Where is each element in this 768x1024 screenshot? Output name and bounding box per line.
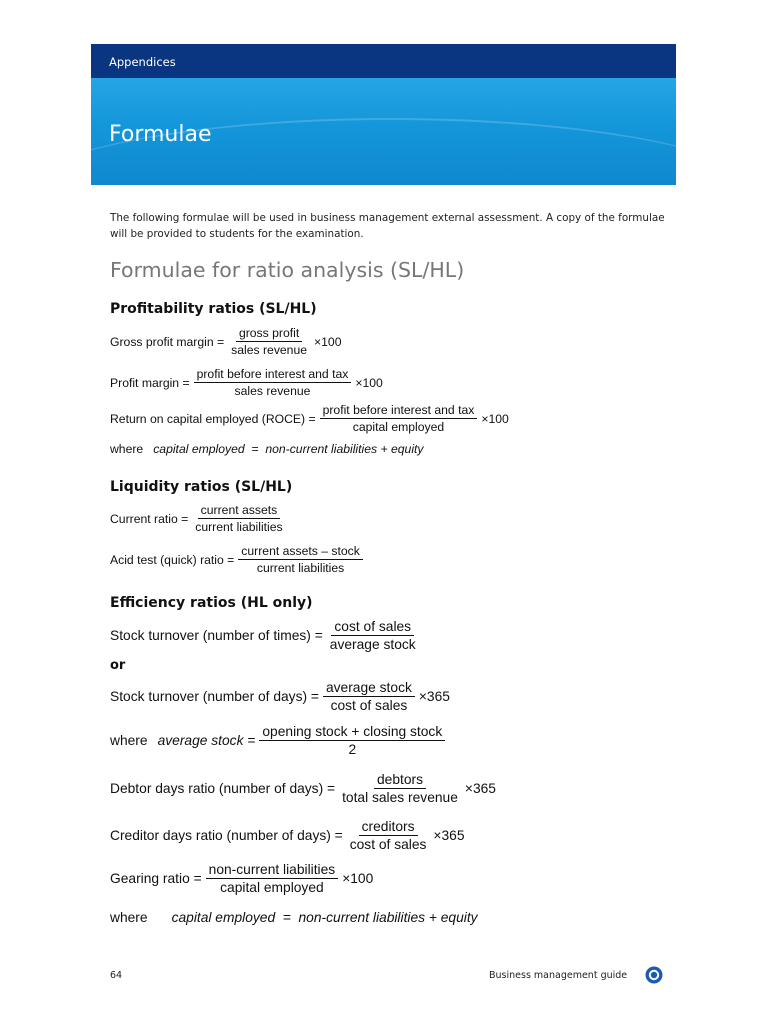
numerator: average stock — [323, 680, 415, 697]
profitability-heading: Profitability ratios (SL/HL) — [110, 301, 317, 317]
fraction — [259, 724, 445, 757]
formula-label: Acid test (quick) ratio = — [110, 552, 235, 567]
formula-label: Debtor days ratio (number of days) = — [110, 781, 336, 796]
roce-formula — [110, 403, 509, 434]
fraction — [323, 680, 415, 713]
denominator: capital employed — [220, 880, 324, 895]
denominator: cost of sales — [330, 698, 408, 713]
multiplier: ×100 — [342, 871, 374, 886]
section-bar — [91, 44, 676, 78]
multiplier: ×365 — [464, 781, 496, 796]
definition-expression: capital employed = non-current liabilities + equity — [153, 442, 424, 456]
stock-turnover-times-formula — [110, 619, 423, 652]
page-title: Formulae — [109, 122, 212, 147]
formula-label: Gearing ratio = — [110, 871, 202, 886]
formula-label: Stock turnover (number of days) = — [110, 689, 319, 704]
denominator: current liabilities — [256, 561, 345, 575]
numerator: debtors — [374, 772, 426, 789]
main-heading: Formulae for ratio analysis (SL/HL) — [110, 258, 465, 282]
multiplier: ×100 — [314, 334, 342, 349]
intro-text: The following formulae will be used in business management external assessment. A copy of the formulae will be provided to students for the examination. — [110, 212, 665, 240]
definition-label: average stock = — [157, 733, 256, 748]
numerator: current assets — [198, 503, 281, 519]
denominator: sales revenue — [231, 343, 308, 357]
numerator: profit before interest and tax — [320, 403, 478, 419]
multiplier: ×100 — [481, 411, 509, 426]
where-word: where — [110, 733, 148, 748]
multiplier: ×365 — [418, 689, 450, 704]
multiplier: ×100 — [355, 375, 383, 390]
fraction — [238, 544, 363, 575]
gearing-ratio-formula — [110, 862, 373, 895]
section-label: Appendices — [109, 55, 176, 69]
capital-employed-definition — [110, 442, 424, 456]
numerator: current assets – stock — [238, 544, 363, 560]
numerator: cost of sales — [331, 619, 414, 636]
fraction — [320, 403, 478, 434]
current-ratio-formula — [110, 503, 290, 534]
fraction — [194, 367, 352, 398]
formula-label: Profit margin = — [110, 375, 190, 390]
where-word: where — [110, 442, 144, 456]
numerator: profit before interest and tax — [194, 367, 352, 383]
denominator: 2 — [348, 742, 357, 757]
definition-expression: capital employed = non-current liabilities + equity — [171, 910, 478, 925]
denominator: sales revenue — [234, 384, 311, 398]
fraction — [327, 619, 419, 652]
or-connector: or — [110, 658, 126, 673]
profit-margin-formula — [110, 367, 383, 398]
capital-employed-definition-2 — [110, 910, 478, 925]
formula-label: Creditor days ratio (number of days) = — [110, 828, 343, 843]
guide-title: Business management guide — [489, 970, 628, 981]
gross-profit-margin-formula — [110, 326, 341, 357]
fraction — [228, 326, 310, 357]
where-word: where — [110, 910, 148, 925]
numerator: gross profit — [236, 326, 302, 342]
average-stock-definition — [110, 724, 449, 757]
numerator: non-current liabilities — [206, 862, 339, 879]
formula-label: Stock turnover (number of times) = — [110, 628, 323, 643]
numerator: opening stock + closing stock — [259, 724, 445, 741]
denominator: capital employed — [352, 420, 445, 434]
liquidity-heading: Liquidity ratios (SL/HL) — [110, 479, 293, 495]
debtor-days-formula — [110, 772, 496, 805]
denominator: current liabilities — [195, 520, 283, 534]
numerator: creditors — [359, 819, 418, 836]
denominator: cost of sales — [349, 837, 427, 852]
page-number: 64 — [110, 970, 123, 981]
ib-logo-icon — [645, 966, 663, 984]
fraction — [339, 772, 461, 805]
multiplier: ×365 — [433, 828, 465, 843]
acid-test-formula — [110, 544, 367, 575]
formula-label: Current ratio = — [110, 511, 189, 526]
fraction — [206, 862, 339, 895]
fraction — [347, 819, 430, 852]
stock-turnover-days-formula — [110, 680, 450, 713]
formula-label: Return on capital employed (ROCE) = — [110, 411, 316, 426]
formula-label: Gross profit margin = — [110, 334, 225, 349]
efficiency-heading: Efficiency ratios (HL only) — [110, 595, 313, 611]
denominator: average stock — [329, 637, 416, 652]
fraction — [192, 503, 285, 534]
denominator: total sales revenue — [342, 790, 458, 805]
title-banner — [91, 78, 676, 185]
creditor-days-formula — [110, 819, 465, 852]
